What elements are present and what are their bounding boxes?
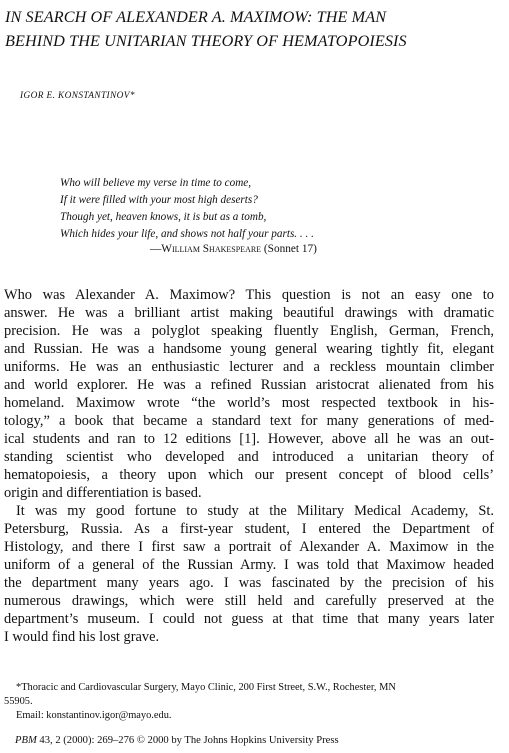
text-line: homeland. Maximow wrote “the world’s most respected textbook in his- (4, 395, 494, 411)
text-line: numerous drawings, which were still held and carefully preserved at the (4, 593, 494, 609)
paragraph-2 (4, 502, 494, 646)
attribution-dash: — (150, 243, 162, 255)
epigraph-line-1: Who will believe my verse in time to come, (60, 177, 252, 189)
title-line-1: IN SEARCH OF ALEXANDER A. MAXIMOW: THE MAN (5, 8, 387, 26)
text-line: precision. He was a polyglot speaking fluently English, German, French, (4, 323, 494, 339)
text-line: the department many years ago. I was fascinated by the precision of his (4, 575, 494, 591)
text-line: uniform of a general of the Russian Army. I was told that Maximow headed (4, 557, 494, 573)
epigraph (60, 175, 380, 243)
author-footnote (4, 681, 499, 723)
attribution-source: (Sonnet 17) (263, 243, 317, 255)
text-line: ical students and ran to 12 editions [1]. However, above all he was an out- (4, 431, 494, 447)
title-line-2: BEHIND THE UNITARIAN THEORY OF HEMATOPOIESIS (5, 32, 407, 50)
text-line: Petersburg, Russia. As a first-year student, I entered the Department of (4, 521, 494, 537)
journal-abbrev: PBM (15, 735, 37, 746)
text-line: and Russian. He was a handsome young general wearing tightly fit, elegant (4, 341, 494, 357)
text-line: uniforms. He was an enthusiastic lecturer and a reckless mountain climber (4, 359, 494, 375)
attribution-name: William Shakespeare (161, 243, 262, 255)
text-line: and world explorer. He was a refined Russian aristocrat alienated from his (4, 377, 494, 393)
text-line: I would find his lost grave. (4, 629, 160, 645)
epigraph-line-3: Though yet, heaven knows, it is but as a tomb, (60, 211, 267, 223)
text-line: origin and differentiation is based. (4, 485, 202, 501)
footnote-zip: 55905. (4, 696, 33, 707)
text-line: It was my good fortune to study at the Military Medical Academy, St. (16, 503, 494, 519)
journal-citation (15, 735, 339, 746)
text-line: Histology, and there I first saw a portrait of Alexander A. Maximow in the (4, 539, 494, 555)
text-line: department’s museum. I could not guess at that time that many years later (4, 611, 494, 627)
text-line: answer. He was a brilliant artist making beautiful drawings with dramatic (4, 305, 494, 321)
epigraph-line-4: Which hides your life, and shows not half your parts. . . . (60, 228, 314, 240)
body-text (4, 286, 494, 646)
citation-details: 43, 2 (2000): 269–276 © 2000 by The Johns Hopkins University Press (36, 735, 339, 746)
text-line: tology,” a book that became a standard text for many generations of med- (4, 413, 494, 429)
article-title (5, 5, 505, 53)
footnote-email: Email: konstantinov.igor@mayo.edu. (16, 710, 172, 721)
text-line: standing scientist who developed and introduced a unitarian theory of (4, 449, 494, 465)
epigraph-attribution (150, 241, 317, 258)
epigraph-line-2: If it were filled with your most high deserts? (60, 194, 258, 206)
text-line: Who was Alexander A. Maximow? This question is not an easy one to (4, 287, 494, 303)
footnote-affiliation: *Thoracic and Cardiovascular Surgery, Mayo Clinic, 200 First Street, S.W., Rochester, MN (16, 682, 396, 693)
paragraph-1 (4, 286, 494, 502)
author-name: IGOR E. KONSTANTINOV* (20, 91, 135, 101)
text-line: hematopoiesis, a theory upon which our present concept of blood cells’ (4, 467, 494, 483)
